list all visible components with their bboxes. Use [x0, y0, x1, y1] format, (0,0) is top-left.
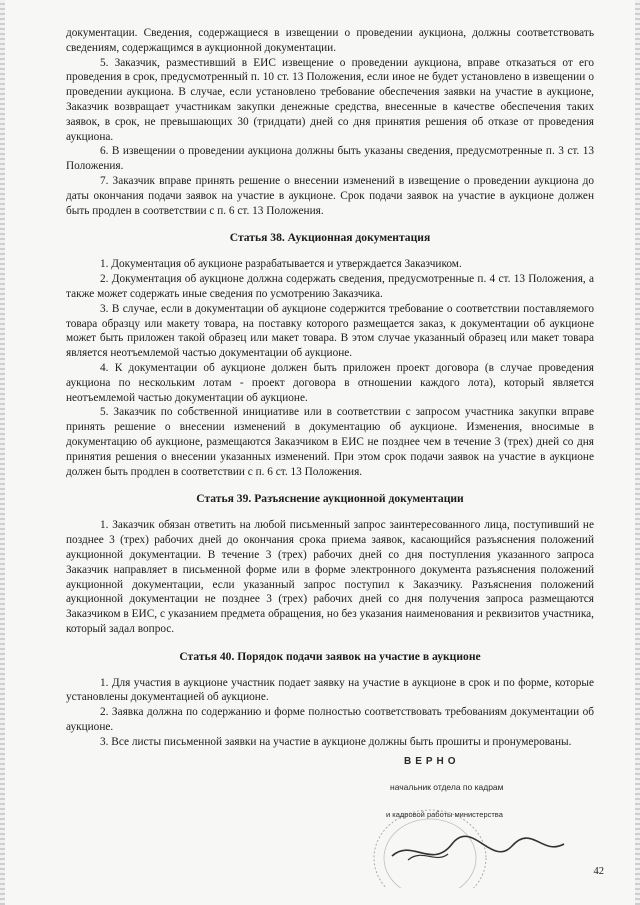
- paragraph: 3. В случае, если в документации об аукционе содержится требование о соответствии поставляемого товара образцу или макету товара, на поставку которого размещается заказ, к документации об аукционе может быть приложен такой образец или макет товара. В этом случае указанный образец или макет товара является неотъемлемой частью документации об аукционе.: [66, 302, 594, 360]
- paragraph: 6. В извещении о проведении аукциона должны быть указаны сведения, предусмотренные п. 3 ст. 13 Положения.: [66, 145, 594, 173]
- paragraph: 5. Заказчик, разместивший в ЕИС извещение о проведении аукциона, вправе отказаться от его проведения в срок, предусмотренный п. 10 ст. 13 Положения, если иное не будет установлено в извещении о проведении аукциона. В случае, если установлено требование обеспечения заявки на участие в аукционе, Заказчик возвращает участникам закупки денежные средства, внесенные в качестве обеспечения таких заявок, в срок, не превышающих 30 (тридцати) дней со дня принятия решения об отказе от проведения аукциона.: [66, 56, 594, 143]
- paragraph: документации. Сведения, содержащиеся в извещении о проведении аукциона, должны соответствовать сведениям, содержащимся в аукционной документации.: [66, 27, 594, 54]
- paragraph: 1. Заказчик обязан ответить на любой письменный запрос заинтересованного лица, поступивший не позднее 3 (трех) рабочих дней до окончания срока приема заявок, касающийся разъяснения положений аукционной документации. В течение 3 (трех) рабочих дней со дня поступления указанного запроса Заказчик направляет в письменной форме или в форме электронного документа разъяснения положений аукционной документации, если указанный запрос поступил к Заказчику. Разъяснения положений аукционной документации не позднее 3 (трех) рабочих дней со дня получения запроса размещаются Заказчиком в ЕИС, с указанием предмета обращения, но без указания наименования и реквизитов участника, который задал вопрос.: [66, 519, 594, 635]
- stamp-verno: ВЕРНО: [404, 756, 460, 767]
- paragraph: 7. Заказчик вправе принять решение о внесении изменений в извещение о проведении аукциона до даты окончания подачи заявок на участие в аукционе. Срок подачи заявок на участие в аукционе должен быть продлен в соответствии с п. 6 ст. 13 Положения.: [66, 174, 594, 217]
- paragraph: 1. Документация об аукционе разрабатывается и утверждается Заказчиком.: [100, 258, 462, 271]
- scan-edge-left: [0, 0, 5, 905]
- paragraph: 3. Все листы письменной заявки на участие в аукционе должны быть прошиты и пронумерованы.: [100, 735, 572, 748]
- article-39-heading: Статья 39. Разъяснение аукционной документации: [196, 492, 464, 506]
- certification-stamp: [352, 748, 602, 888]
- paragraph: 5. Заказчик по собственной инициативе или в соответствии с запросом участника закупки вправе принять решение о внесении изменений в документацию об аукционе. Изменения, вносимые в документацию об аукционе, размещаются Заказчиком в ЕИС не позднее чем в течение 3 (трех) дней со дня принятия решения о внесении указанных изменений. При этом срок подачи заявок на участие в аукционе должен быть продлен в соответствии с п. 6 ст. 13 Положения.: [66, 406, 594, 478]
- paragraph: 4. К документации об аукционе должен быть приложен проект договора (в случае проведения аукциона по нескольким лотам - проект договора в отношении каждого лота), который является неотъемлемой частью документации об аукционе.: [66, 361, 594, 404]
- document-body: [66, 26, 594, 750]
- paragraph: 2. Документация об аукционе должна содержать сведения, предусмотренные п. 4 ст. 13 Положения, а также может содержать иные сведения по усмотрению Заказчика.: [66, 273, 594, 300]
- paragraph: 1. Для участия в аукционе участник подает заявку на участие в аукционе в срок и по форме, которые установлены документацией об аукционе.: [66, 676, 594, 704]
- article-40-heading: Статья 40. Порядок подачи заявок на участие в аукционе: [179, 649, 481, 663]
- page-number: 42: [593, 866, 604, 877]
- signature-icon: [392, 836, 564, 856]
- paragraph: 2. Заявка должна по содержанию и форме полностью соответствовать требованиям документации об аукционе.: [66, 706, 594, 734]
- scan-edge-right: [635, 0, 640, 905]
- stamp-dept: и кадровой работы министерства: [386, 810, 503, 819]
- article-38-heading: Статья 38. Аукционная документация: [229, 231, 431, 245]
- stamp-role: начальник отдела по кадрам: [390, 782, 504, 792]
